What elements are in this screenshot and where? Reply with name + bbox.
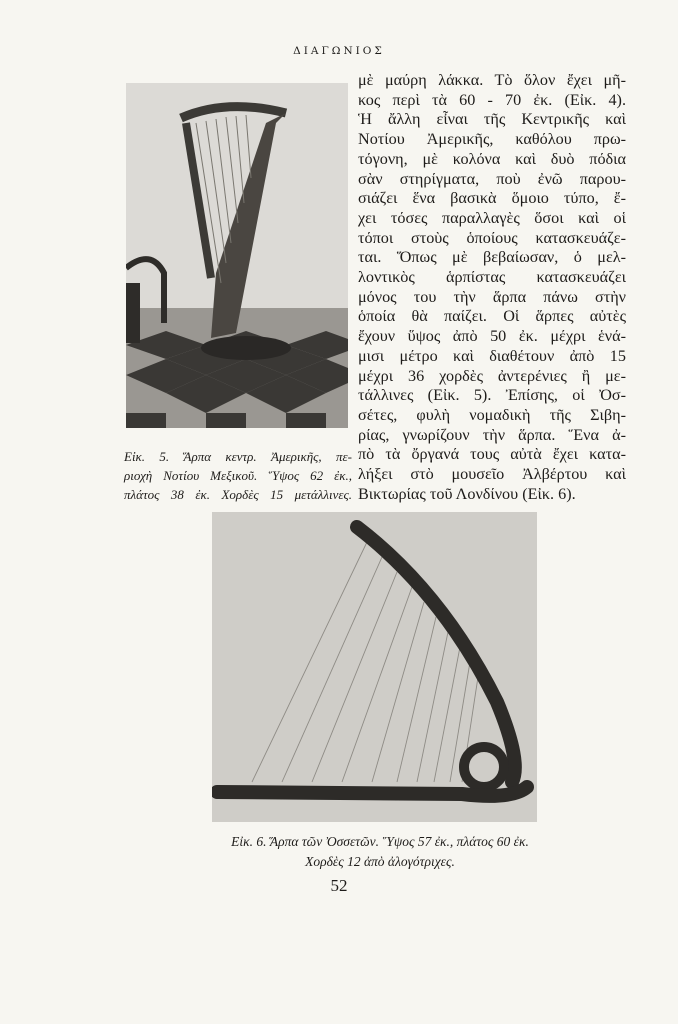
body-line: Ἡ ἄλλη εἶναι τῆς Κεντρικῆς καὶ xyxy=(358,110,626,129)
running-head: ΔΙΑΓΩΝΙΟΣ xyxy=(293,45,385,57)
body-line: τόγονη, μὲ κολόνα καὶ δυὸ πόδια xyxy=(358,149,626,168)
body-line: κος περὶ τὰ 60 - 70 ἐκ. (Εἰκ. 4). xyxy=(358,90,626,109)
body-line: ρίας, γνωρίζουν τὴν ἅρπα. Ἕνα ἀ- xyxy=(358,425,626,444)
body-line: πὸ τὰ ὄργανά τους αὐτὰ ἔχει κατα- xyxy=(358,445,626,464)
caption-line: πλάτος 38 ἐκ. Χορδὲς 15 μετάλλινες. xyxy=(124,487,352,502)
body-line: σὰν στηρίγματα, ποὺ ἐνῶ παρου- xyxy=(358,169,626,188)
body-line: σιάζει ἕνα βασικὰ ὅμοιο τύπο, ἔ- xyxy=(358,189,626,208)
body-line: τάλλινες (Εἰκ. 5). Ἐπίσης, οἱ Ὀσ- xyxy=(358,386,626,405)
body-line: μόνος του τὴν ἅρπα πάνω στὴν xyxy=(358,287,626,306)
page-number: 52 xyxy=(330,876,348,895)
caption-line: Εἰκ. 5. Ἅρπα κεντρ. Ἀμερικῆς, πε- xyxy=(124,449,352,464)
body-line: τόποι στοὺς ὁποίους κατασκευάζε- xyxy=(358,228,626,247)
figure-6-caption xyxy=(170,832,590,872)
body-line: Νοτίου Ἀμερικῆς, καθόλου πρω- xyxy=(358,130,626,149)
body-line: μέχρι 36 χορδὲς ἀντερένιες ἢ με- xyxy=(358,366,626,385)
body-text-column xyxy=(358,71,626,504)
figure-5-caption xyxy=(124,447,352,504)
body-line: ται. Ὅπως μὲ βεβαίωσαν, ὁ μελ- xyxy=(358,248,626,267)
body-line: χει τόσες παραλλαγὲς ὅσοι καὶ οἱ xyxy=(358,208,626,227)
body-line: μὲ μαύρη λάκκα. Τὸ ὅλον ἔχει μῆ- xyxy=(358,71,626,89)
figure-5-photo-central-american-harp xyxy=(126,83,348,428)
body-line: σέτες, φυλὴ νομαδικὴ τῆς Σιβη- xyxy=(358,405,626,424)
body-line: ἔχουν ὕψος ἀπὸ 50 ἐκ. μέχρι ἑνά- xyxy=(358,327,626,346)
body-line: Βικτωρίας τοῦ Λονδίνου (Εἰκ. 6). xyxy=(358,484,576,503)
body-line: λοντικὸς ἁρπίστας κατασκευάζει xyxy=(358,268,626,287)
caption-line: Χορδὲς 12 ἀπὸ ἀλογότριχες. xyxy=(305,854,455,869)
body-line: ὁποία θὰ παίζει. Οἱ ἅρπες αὐτὲς xyxy=(358,307,626,326)
body-line: λήξει στὸ μουσεῖο Ἀλβέρτου καὶ xyxy=(358,465,626,484)
caption-line: Εἰκ. 6. Ἅρπα τῶν Ὀσσετῶν. Ὕψος 57 ἐκ., πλάτος 60 ἐκ. xyxy=(231,834,529,849)
caption-line: ριοχὴ Νοτίου Μεξικοῦ. Ὕψος 62 ἐκ., xyxy=(124,468,352,483)
body-line: μισι μέτρο καὶ διαθέτουν ἀπὸ 15 xyxy=(358,346,626,365)
figure-6-photo-ossetian-harp xyxy=(212,512,537,822)
